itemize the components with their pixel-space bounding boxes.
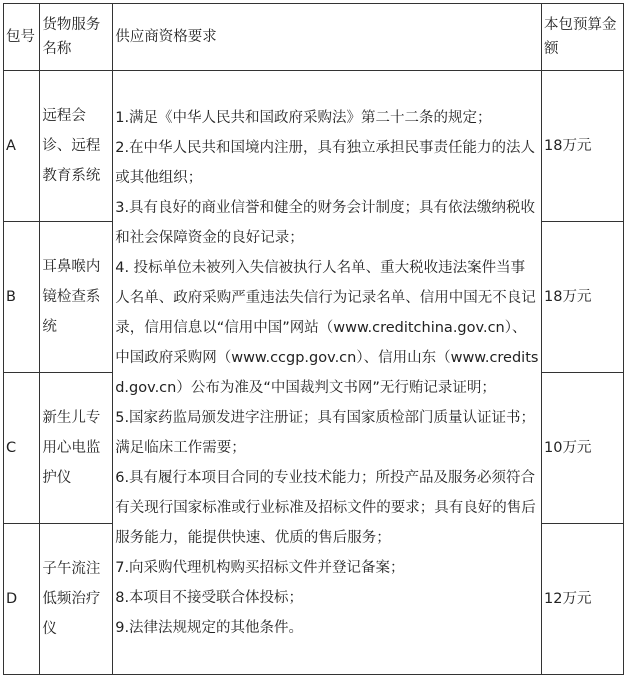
requirement-item: 4. 投标单位未被列入失信被执行人名单、重大税收违法案件当事人名单、政府采购严重违法失信行为记录名单、信用中国无不良记录，信用信息以“信用中国”网站（www.creditchina.gov.cn）、中国政府采购网（www.ccgp.gov.cn）、信用山东（www.creditsd.gov.cn）公布为准及“中国裁判文书网”无行贿记录证明；	[115, 259, 539, 396]
procurement-table	[3, 3, 624, 675]
requirement-item: 8.本项目不接受联合体投标；	[115, 589, 304, 606]
requirement-item: 7.向采购代理机构购买招标文件并登记备案；	[115, 559, 405, 576]
budget-amount-cell: 18万元	[542, 71, 624, 222]
requirement-item: 9.法律法规规定的其他条件。	[115, 619, 304, 636]
package-no-cell: B	[4, 222, 40, 373]
goods-name-cell: 耳鼻喉内镜检查系统	[40, 222, 113, 373]
package-no-cell: D	[4, 524, 40, 675]
budget-amount-cell: 18万元	[542, 222, 624, 373]
budget-amount-cell: 12万元	[542, 524, 624, 675]
table-row	[4, 71, 624, 222]
requirement-item: 6.具有履行本项目合同的专业技术能力；所投产品及服务必须符合有关现行国家标准或行业标准及招标文件的要求；具有良好的售后服务能力，能提供快速、优质的售后服务；	[115, 469, 536, 546]
package-no-cell: A	[4, 71, 40, 222]
goods-name-cell: 子午流注低频治疗仪	[40, 524, 113, 675]
package-no-cell: C	[4, 373, 40, 524]
goods-name-cell: 新生儿专用心电监护仪	[40, 373, 113, 524]
requirement-item: 5.国家药监局颁发进字注册证；具有国家质检部门质量认证证书；满足临床工作需要；	[115, 409, 536, 456]
requirements-cell	[113, 71, 542, 675]
budget-amount-cell: 10万元	[542, 373, 624, 524]
requirement-item: 1.满足《中华人民共和国政府采购法》第二十二条的规定；	[115, 109, 492, 126]
requirement-item: 3.具有良好的商业信誉和健全的财务会计制度；具有依法缴纳税收和社会保障资金的良好记录；	[115, 199, 536, 246]
header-goods-name: 货物服务名称	[40, 4, 113, 71]
header-budget-amount: 本包预算金额	[542, 4, 624, 71]
goods-name-cell: 远程会诊、远程教育系统	[40, 71, 113, 222]
header-package-no: 包号	[4, 4, 40, 71]
header-requirements: 供应商资格要求	[113, 4, 542, 71]
table-header-row	[4, 4, 624, 71]
requirement-item: 2.在中华人民共和国境内注册，具有独立承担民事责任能力的法人或其他组织；	[115, 139, 536, 186]
